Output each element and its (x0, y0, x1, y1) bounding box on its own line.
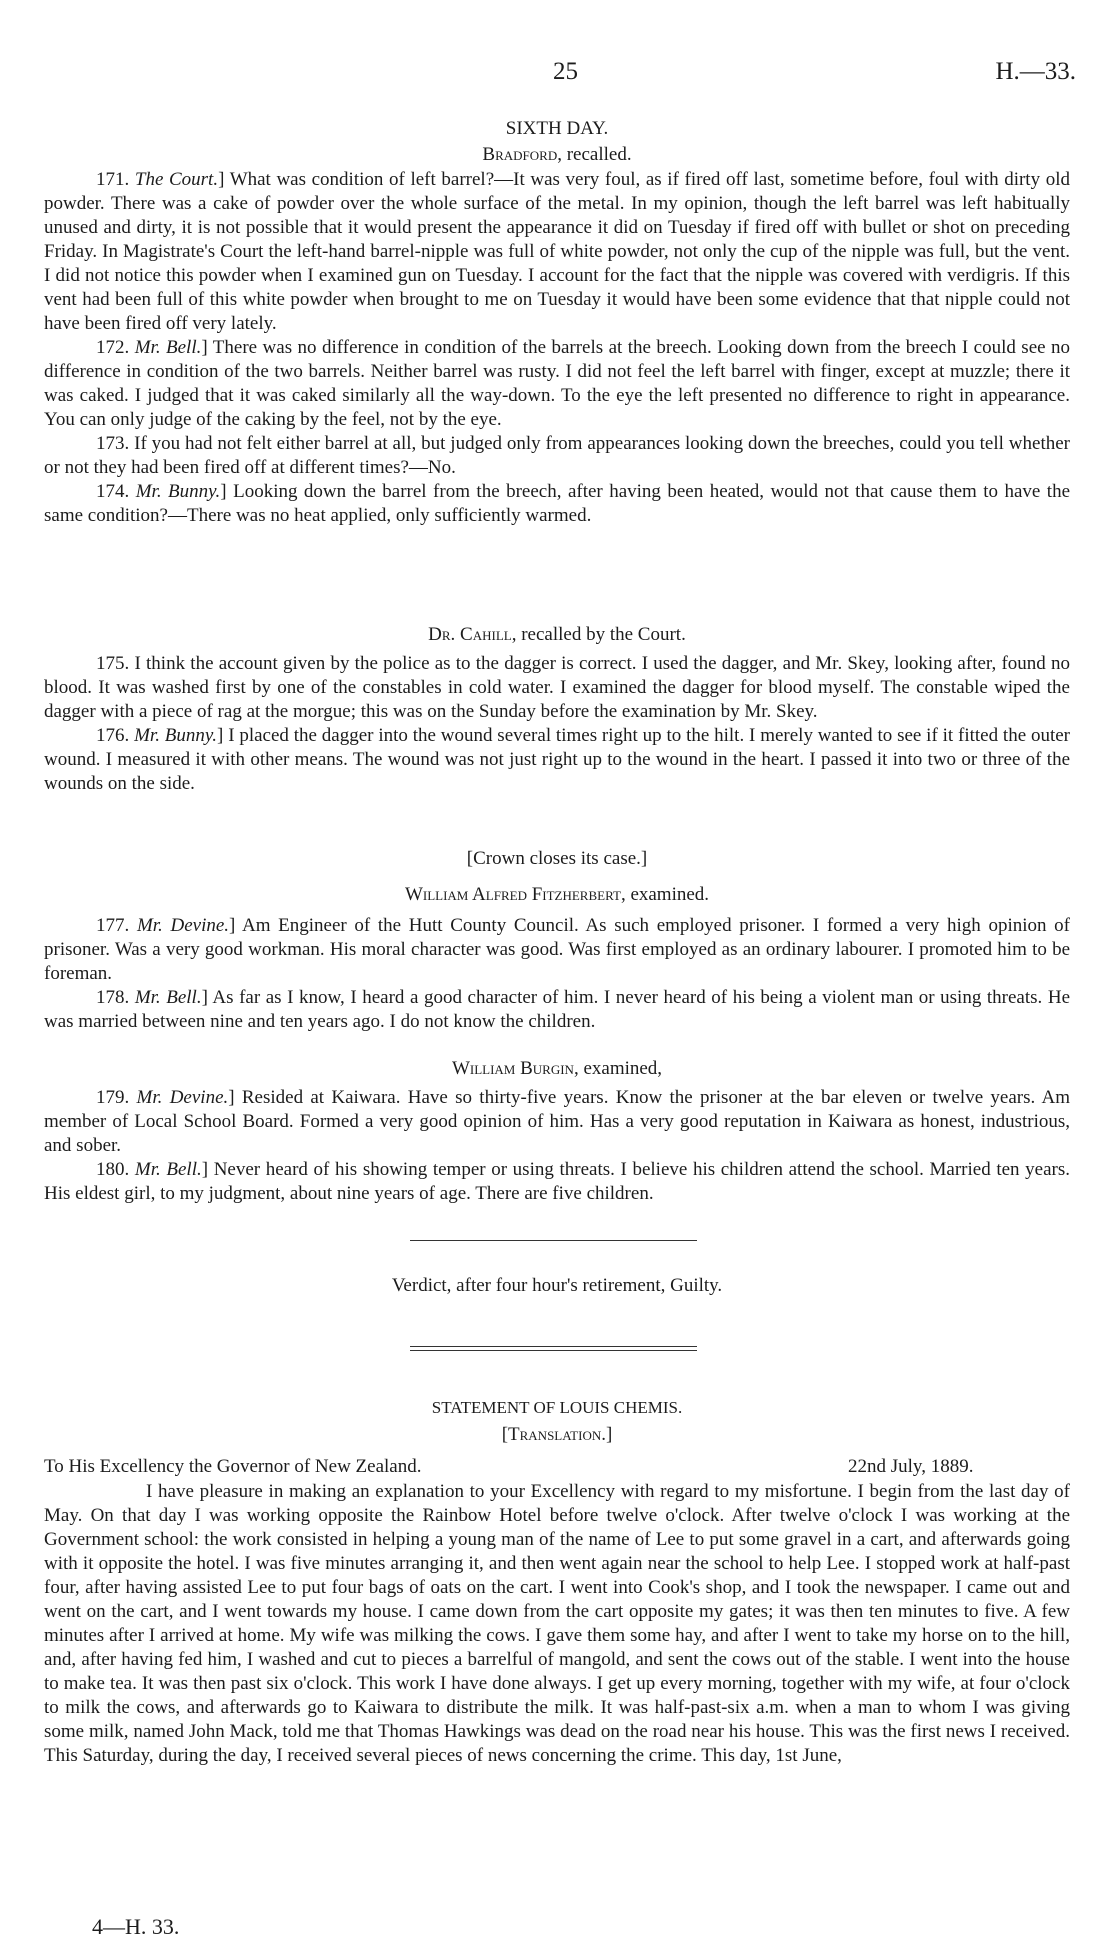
witness-note: , recalled by the Court. (511, 624, 686, 645)
witness-name: William Alfred Fitzherbert (404, 884, 621, 905)
speaker: Mr. Bell. (134, 1159, 202, 1180)
speaker: Mr. Bunny. (134, 725, 218, 746)
double-divider (410, 1346, 697, 1351)
speaker: Mr. Bell. (134, 987, 202, 1008)
crown-closes-note: [Crown closes its case.] (466, 848, 648, 869)
question-number: 174. (96, 481, 136, 502)
document-reference: H.—33. (995, 58, 1076, 85)
question-number: 179. (96, 1087, 137, 1108)
letter-paragraph: I have pleasure in making an explanation to your Excellency with regard to my misfortune. I begin from the last day of May. On that day I was working opposite the Rainbow Hotel before twelve o'clock. After twelve o'clock I was working at the Government school: the work consisted in helping a young man of the name of Lee to put some gravel in a cart, and afterwards going with it opposite the hotel. I was five minutes arranging it, and then went again near the school to help Lee. I stopped work at half-past four, after having assisted Lee to put four bags of oats on the cart. I went into Cook's shop, and I took the newspaper. I came out and went on the cart, and I went towards my house. I came down from the cart opposite my gates; it was then ten minutes to five. A few minutes after I arrived at home. My wife was milking the cows. I gave them some hay, and after I went to take my horse on to the hill, and, after having fed him, I washed and cut to pieces a barrelful of mangold, and sent the cows out of the stable. I went into the house to make tea. It was then past six o'clock. This work I have done always. I get up every morning, together with my wife, at four o'clock to milk the cows, and afterwards go to Kaiwara to distribute the milk. It was half-past-six a.m. when a man to whom I was giving some milk, named John Mack, told me that Thomas Hawkings was dead on the road near his house. This was the first news I received. This Saturday, during the day, I received several pieces of news concerning the crime. This day, 1st June, (44, 1481, 1070, 1766)
witness-heading-bradford (0, 144, 1114, 166)
section-divider (410, 1240, 697, 1241)
verdict: Verdict, after four hour's retirement, Guilty. (391, 1275, 723, 1296)
question-text: ] Resided at Kaiwara. Have so thirty-five years. Know the prisoner at the bar eleven or twelve years. Am member of Local School Board. Formed a very good opinion of him. Has a very good reputation in Kaiwara as honest, industrious, and sober. (44, 1087, 1071, 1156)
question-174 (44, 480, 1070, 528)
statement-subtitle: [Translation.] (501, 1424, 613, 1445)
question-text: ] As far as I know, I heard a good character of him. I never heard of his being a violent man or using threats. He was married between nine and ten years ago. I do not know the children. (44, 987, 1071, 1032)
question-172 (44, 336, 1070, 432)
question-number: 177. (96, 915, 137, 936)
witness-note: , examined. (620, 884, 710, 905)
question-number: 176. (96, 725, 135, 746)
witness-name: Bradford (482, 144, 558, 165)
question-number: 172. (96, 337, 135, 358)
page-number: 25 (553, 58, 578, 85)
question-180 (44, 1158, 1070, 1206)
question-text: ] I placed the dagger into the wound several times right up to the hilt. I merely wanted to see if it fitted the outer wound. I measured it with other means. The wound was not just right up to the wound in the heart. I passed it into two or three of the wounds on the side. (44, 725, 1070, 794)
question-number: 180. (96, 1159, 135, 1180)
statement-title: STATEMENT OF LOUIS CHEMIS. (431, 1398, 683, 1417)
question-text: ] Looking down the barrel from the breech, after having been heated, would not that cause them to have the same condition?—There was no heat applied, only sufficiently warmed. (44, 481, 1071, 526)
question-177 (44, 914, 1070, 986)
question-text: ] What was condition of left barrel?—It was very foul, as if fired off last, sometime before, foul with dirty old powder. There was a cake of powder over the whole surface of the metal. In my opinion, though the left barrel was left habitually unused and dirty, it is not possible that it would present the appearance it did on Tuesday if fired off with bullet or shot on preceding Friday. In Magistrate's Court the left-hand barrel-nipple was full of white powder, not only the cup of the nipple was full, but the vent. I did not notice this powder when I examined gun on Tuesday. I account for the fact that the nipple was covered with verdigris. If this vent had been full of this white powder when brought to me on Tuesday it would have been some evidence that that nipple could not have been fired off very lately. (44, 169, 1070, 334)
testimony-block-2 (44, 652, 1070, 796)
testimony-block-1 (44, 168, 1070, 528)
witness-heading-fitzherbert (0, 884, 1114, 906)
witness-heading-cahill (0, 624, 1114, 646)
question-text: ] Am Engineer of the Hutt County Council. As such employed prisoner. I formed a very high opinion of prisoner. Was a very good workman. His moral character was good. Was first employed as an ordinary labourer. I promoted him to be foreman. (44, 915, 1071, 984)
question-number: 171. (96, 169, 135, 190)
speaker: Mr. Devine. (136, 915, 230, 936)
witness-note: , examined, (573, 1058, 663, 1079)
question-175: 175. I think the account given by the police as to the dagger is correct. I used the dagger, and Mr. Skey, looking after, found no blood. It was washed first by one of the constables in cold water. I examined the dagger for blood myself. The constable wiped the dagger with a piece of rag at the morgue; this was on the Sunday before the examination by Mr. Skey. (44, 653, 1070, 722)
witness-note: , recalled. (557, 144, 632, 165)
question-text: ] There was no difference in condition of the barrels at the breech. Looking down from the breech I could see no difference in condition of the two barrels. Neither barrel was rusty. I did not feel the left barrel with finger, except at muzzle; there it was caked. I judged that it was caked similarly all the way-down. To the eye the left presented no difference to right in appearance. You can only judge of the caking by the feel, not by the eye. (44, 337, 1071, 430)
testimony-block-3 (44, 914, 1070, 1034)
letter-body (44, 1480, 1070, 1768)
speaker: The Court. (134, 169, 219, 190)
witness-name: William Burgin (451, 1058, 574, 1079)
question-173: 173. If you had not felt either barrel at all, but judged only from appearances looking down the breeches, could you tell whether or not they had been fired off at different times?—No. (44, 433, 1070, 478)
witness-name: Dr. Cahill (428, 624, 512, 645)
speaker: Mr. Devine. (136, 1087, 229, 1108)
witness-heading-burgin (0, 1058, 1114, 1080)
question-179 (44, 1086, 1070, 1158)
question-176 (44, 724, 1070, 796)
question-178 (44, 986, 1070, 1034)
letter-addressee: To His Excellency the Governor of New Zealand. (44, 1456, 422, 1477)
question-number: 178. (96, 987, 135, 1008)
speaker: Mr. Bell. (134, 337, 202, 358)
signature-mark: 4—H. 33. (92, 1914, 180, 1939)
letter-date: 22nd July, 1889. (848, 1456, 974, 1477)
day-heading: SIXTH DAY. (505, 118, 609, 139)
testimony-block-4 (44, 1086, 1070, 1206)
speaker: Mr. Bunny. (135, 481, 221, 502)
question-text: ] Never heard of his showing temper or using threats. I believe his children attend the school. Married ten years. His eldest girl, to my judgment, about nine years of age. There are five children. (44, 1159, 1070, 1204)
question-171 (44, 168, 1070, 336)
